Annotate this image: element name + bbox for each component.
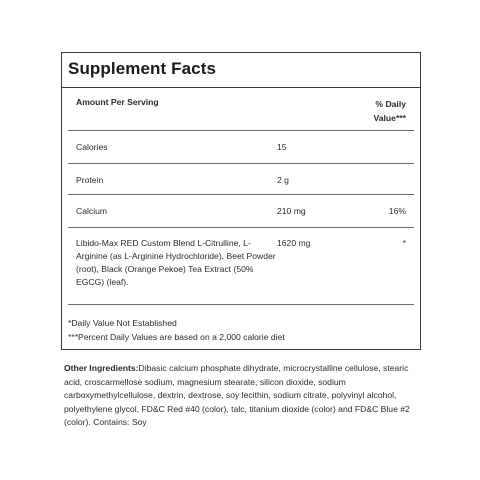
title-divider [62,87,420,88]
other-ingredients [64,362,422,430]
nutrient-name-calcium: Calcium [76,206,108,216]
footnote-percent-daily: ***Percent Daily Values are based on a 2,000 calorie diet [68,332,285,342]
nutrient-amount-protein: 2 g [277,175,289,185]
daily-value-header [346,97,406,125]
row-divider [68,227,414,228]
daily-value-header-line2: Value*** [373,113,406,123]
footnote-daily-value: *Daily Value Not Established [68,318,177,328]
panel-title: Supplement Facts [68,59,217,78]
nutrient-name-protein: Protein [76,175,104,185]
row-divider [68,194,414,195]
daily-value-header-line1: % Daily [375,99,406,109]
row-divider [68,304,414,305]
other-ingredients-text: Dibasic calcium phosphate dihydrate, microcrystalline cellulose, stearic acid, croscarmellose sodium, magnesium stearate, silicon dioxide, sodium carboxymethylcellulose, dextrin, dextrose, soy lecithin, sodium citrate, polyvinyl alcohol, polyethylene glycol, FD&C Red #40 (color), talc, titanium dioxide (color) and FD&C Blue #2 (color). Contains: Soy [64,363,410,428]
row-divider [68,130,414,131]
nutrient-name-calories: Calories [76,142,108,152]
nutrient-dv-calcium: 16% [388,206,406,216]
amount-per-serving-header: Amount Per Serving [76,97,159,107]
nutrient-amount-calcium: 210 mg [277,206,306,216]
supplement-facts-panel [61,52,421,350]
nutrient-dv-blend: * [402,238,406,248]
nutrient-amount-blend: 1620 mg [277,238,311,248]
row-divider [68,163,414,164]
other-ingredients-label: Other Ingredients: [64,363,139,373]
nutrient-name-blend: Libido-Max RED Custom Blend L-Citrulline, L-Arginine (as L-Arginine Hydrochloride), Beet Powder (root), Black (Orange Pekoe) Tea Extract (50% EGCG) (leaf). [76,238,276,287]
nutrient-amount-calories: 15 [277,142,287,152]
